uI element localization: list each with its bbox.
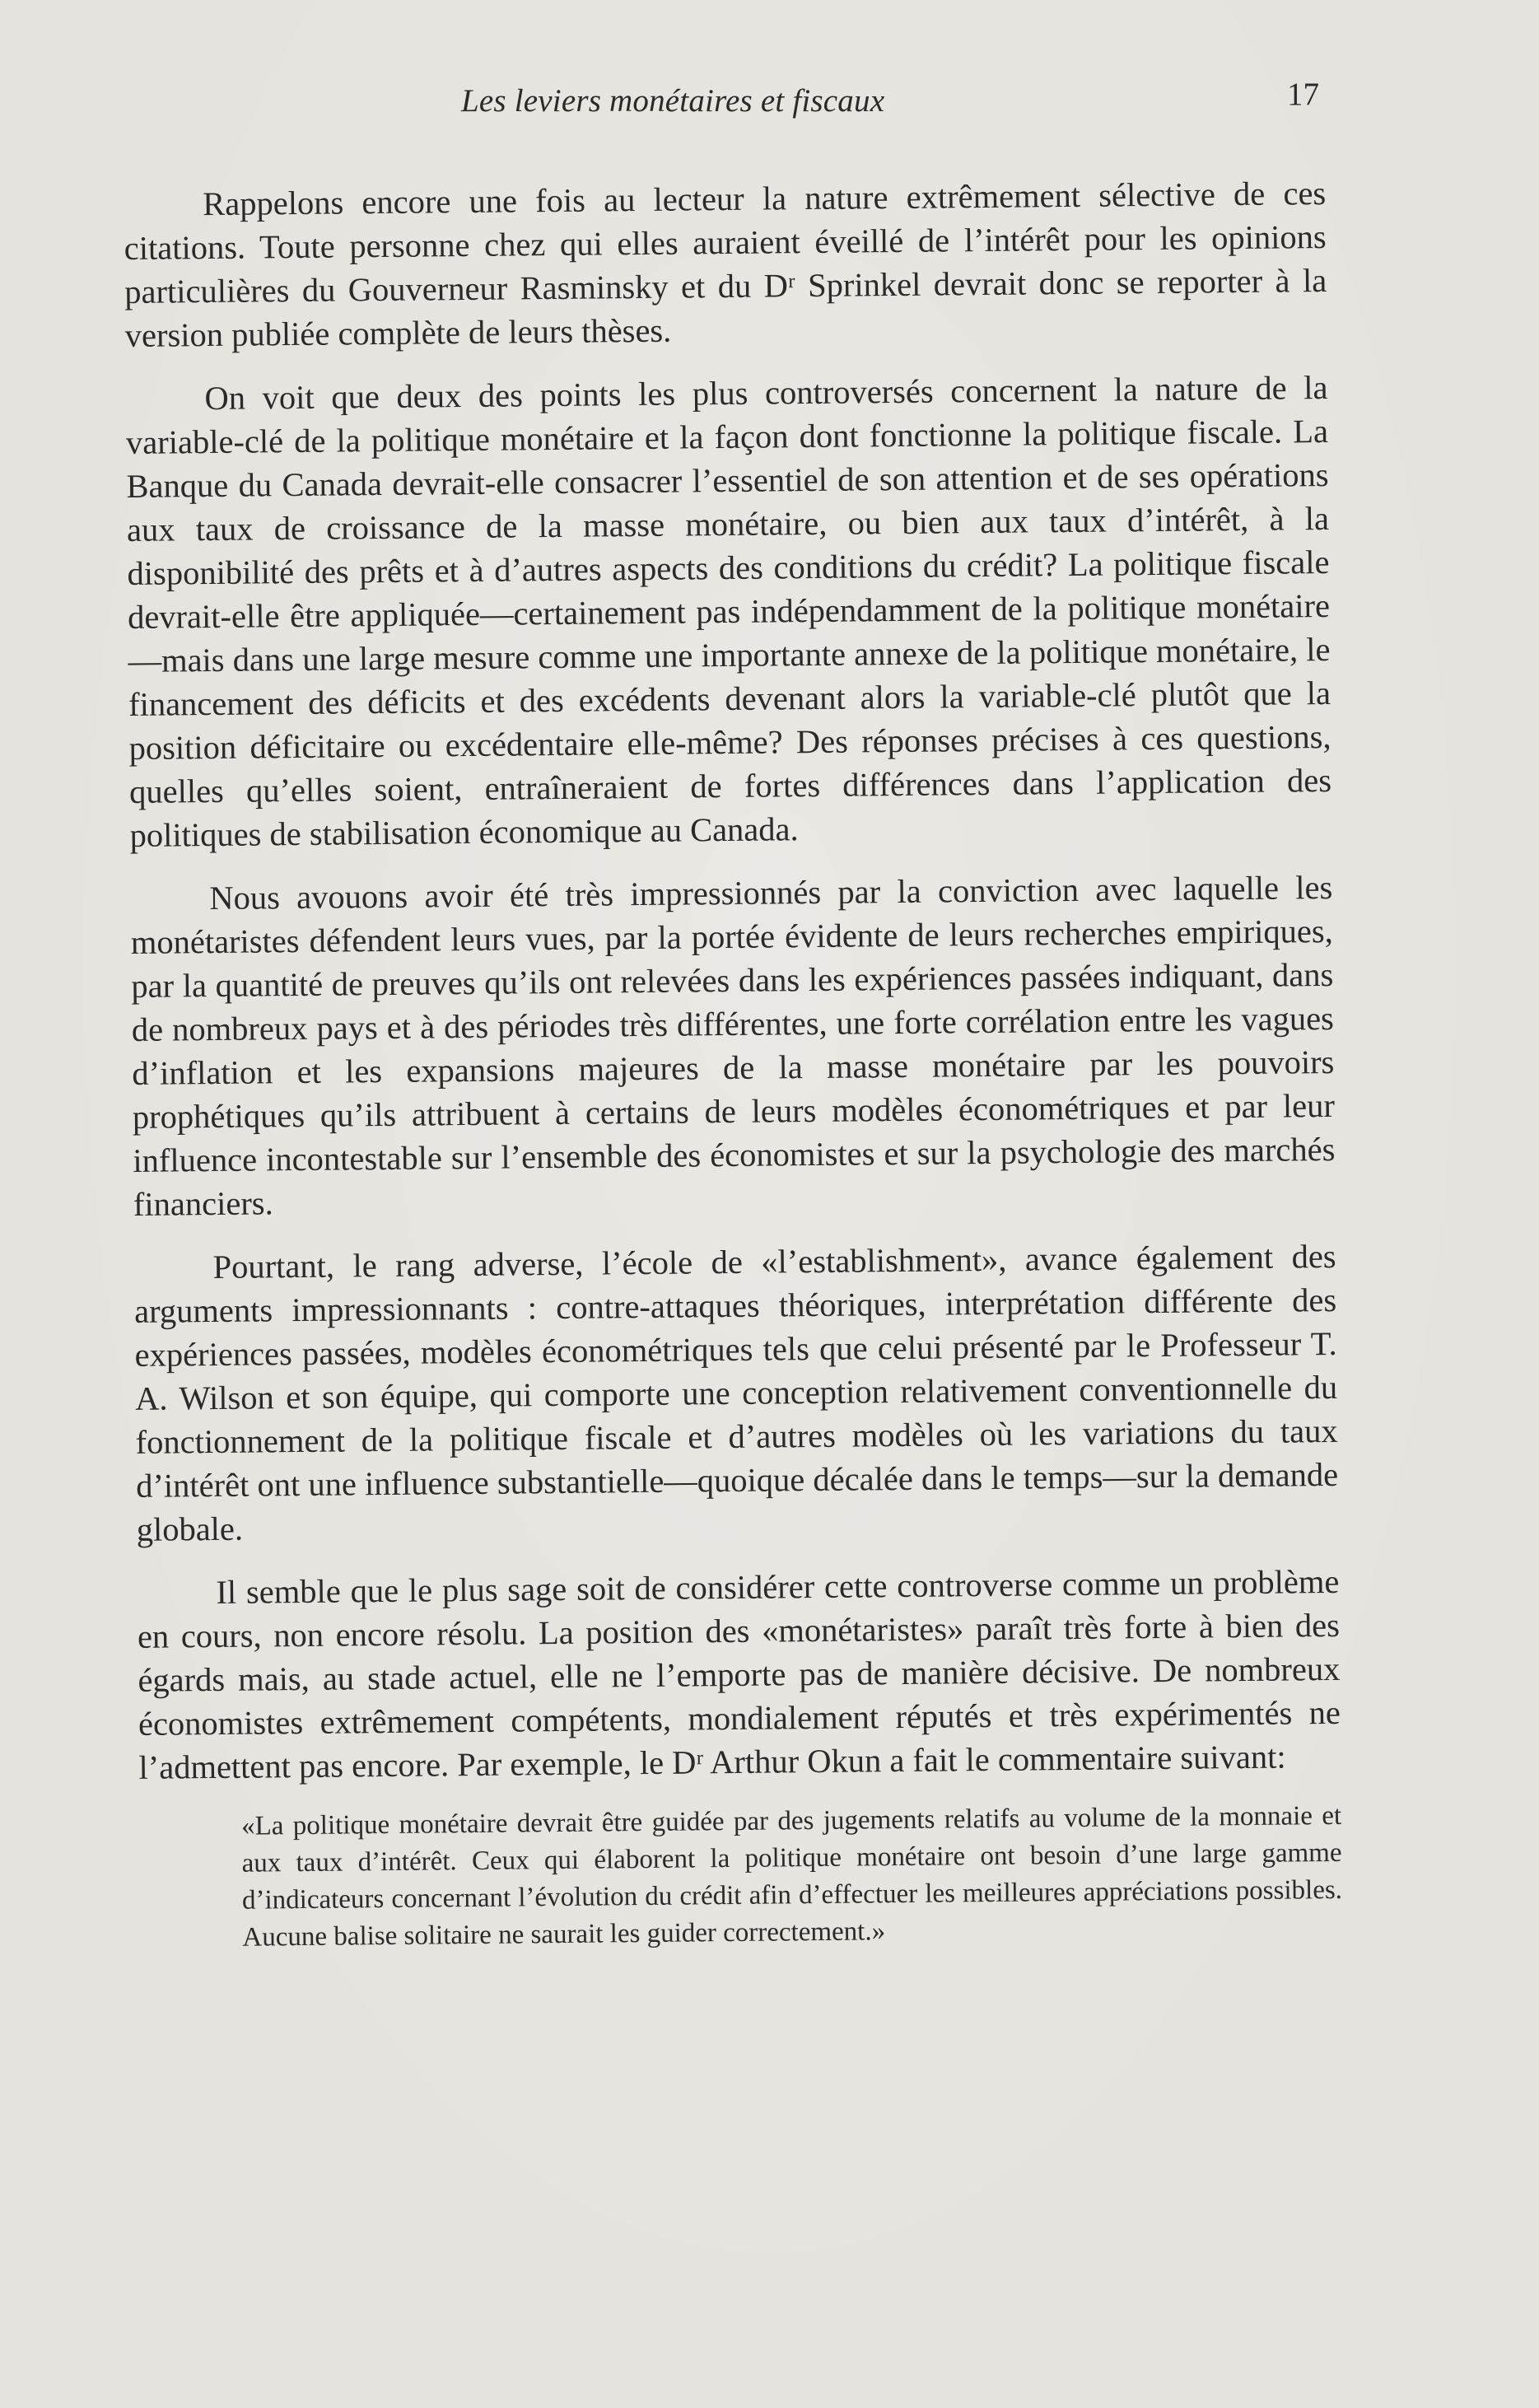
block-quote: «La politique monétaire devrait être guidée par des jugements relatifs au volume de la monnaie et aux taux d’intérêt. Ceux qui élaborent la politique monétaire ont besoin d’une large gamme d’indicateurs concernant l’évolution du crédit afin d’effectuer les meilleures appréciations possibles. Aucune balise solitaire ne saurait les guider correctement.» bbox=[240, 1800, 1343, 1953]
paragraph-5: Il semble que le plus sage soit de considérer cette controverse comme un problème en cours, non encore résolu. La position des «monétaristes» paraît très forte à bien des égards mais, au stade actuel, elle ne l’emporte pas de manière décisive. De nombreux économistes extrêmement compétents, mondialement réputés et très expérimentés ne l’admettent pas encore. Par exemple, le Dʳ Arthur Okun a fait le commentaire suivant: bbox=[137, 1562, 1341, 1786]
paragraph-2: On voit que deux des points les plus controversés concernent la nature de la variable-clé de la politique monétaire et la façon dont fonctionne la politique fiscale. La Banque du Canada devrait-elle consacrer l’essentiel de son attention et de ses opérations aux taux de croissance de la masse monétaire, ou bien aux taux d’intérêt, à la disponibilité des prêts et à d’autres aspects des conditions du crédit? La politique fiscale devrait-elle être appliquée—certainement pas indépendamment de la politique monétaire —mais dans une large mesure comme une importante annexe de la politique monétaire, le financement des déficits et des excédents devenant alors la variable-clé plutôt que la position déficitaire ou excédentaire elle-même? Des réponses précises à ces questions, quelles qu’elles soient, entraîneraient de fortes différences dans l’application des politiques de stabilisation économique au Canada. bbox=[125, 368, 1332, 854]
body-text bbox=[124, 171, 1343, 1958]
running-header-title: Les leviers monétaires et fiscaux bbox=[461, 83, 885, 119]
paragraph-3: Nous avouons avoir été très impressionnés par la conviction avec laquelle les monétaristes défendent leurs vues, par la portée évidente de leurs recherches empiriques, par la quantité de preuves qu’ils ont relevées dans les expériences passées indiquant, dans de nombreux pays et à des périodes très différentes, une forte corrélation entre les vagues d’inflation et les expansions majeures de la masse monétaire par les pouvoirs prophétiques qu’ils attribuent à certains de leurs modèles économétriques et par leur influence incontestable sur l’ensemble des économistes et sur la psychologie des marchés financiers. bbox=[130, 868, 1336, 1223]
paragraph-4: Pourtant, le rang adverse, l’école de «l’establishment», avance également des arguments impressionnants : contre-attaques théoriques, interprétation différente des expériences passées, modèles économétriques tels que celui présenté par le Professeur T. A. Wilson et son équipe, qui comporte une conception relativement conventionnelle du fonctionnement de la politique fiscale et d’autres modèles où les variations du taux d’intérêt ont une influence substantielle—quoique décalée dans le temps—sur la demande globale. bbox=[133, 1237, 1339, 1548]
page-number: 17 bbox=[1287, 77, 1319, 112]
paragraph-1: Rappelons encore une fois au lecteur la nature extrêmement sélective de ces citations. Toute personne chez qui elles auraient éveillé de l’intérêt pour les opinions particulières du Gouverneur Rasminsky et du Dʳ Sprinkel devrait donc se reporter à la version publiée complète de leurs thèses. bbox=[124, 174, 1327, 354]
